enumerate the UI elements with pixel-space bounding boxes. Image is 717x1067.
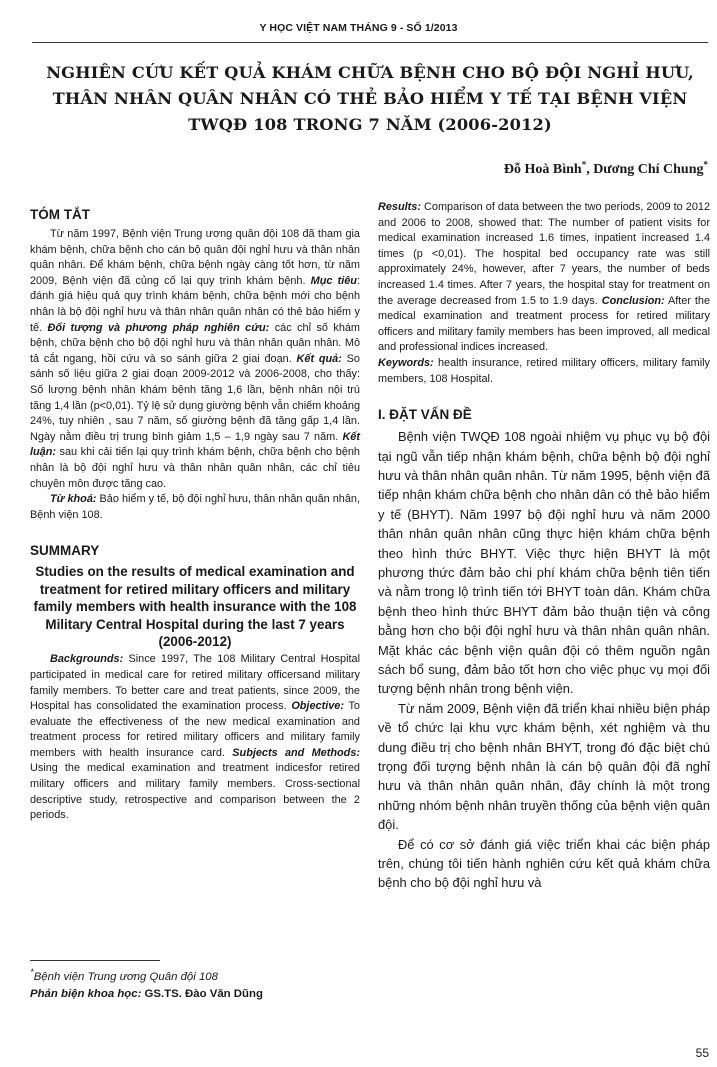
abstract-vn-intro: Từ năm 1997, Bệnh viện Trung ương quân đội 108 đã tham gia khám bệnh, chữa bệnh cho cán bộ quân đội nghỉ hưu và thân nhân quân nhân. Để khám bệnh, chữa bệnh ngày càng tốt hơn, từ năm 2009, Bệnh viện đã củng cố lại quy trình khám bệnh. [30, 228, 360, 287]
summary-text-part2 [378, 200, 710, 356]
kw-conclusion-vn: Kết luận: [30, 430, 360, 459]
author-separator: , [586, 162, 594, 177]
title-line-3: TWQĐ 108 TRONG 7 NĂM (2006-2012) [188, 115, 552, 134]
reviewer-label: Phản biện khoa học: [30, 987, 142, 1000]
footnote-divider [30, 960, 160, 961]
article-title [30, 60, 710, 138]
reviewer-name: GS.TS. Đào Văn Dũng [141, 987, 263, 1000]
author-1: Đỗ Hoà Bình [503, 162, 582, 177]
kw-keywords-en: Keywords: [378, 356, 434, 369]
section-1-paragraph-1: Bệnh viện TWQĐ 108 ngoài nhiệm vụ phục vụ bộ đội tại ngũ vẫn tiếp nhận khám bệnh, chữa bệnh bộ đội nghỉ hưu và thân nhân quân nhân. Từ năm 1995, bệnh viện đã tiếp nhận khám chữa bệnh cho nhân dân có thẻ bảo hiểm y tế (BHYT). Năm 1997 bộ đội nghỉ hưu và năm 2000 thân nhân quân nhân cũng thực hiện khám chữa bệnh theo hình thức BHYT. Việc thực hiện BHYT là một phương thức đảm bảo chi phí khám chữa bệnh tiên tiến và nằm trong lộ trình tiến tới BHYT toàn dân. Khám chữa bệnh theo hình thức BHYT đảm bảo thuận tiện và công bằng hơn cho bội đội nghỉ hưu và thân nhân quân nhân. Mặt khác các bệnh viện quân đội có thêm nguồn ngân sách bổ sung, đảm bảo tốt hơn cho việc phục vụ mọi đối tượng bệnh nhân trong bệnh viện. [378, 429, 710, 697]
kw-keywords-vn: Từ khoá: [50, 493, 97, 506]
left-column [30, 200, 360, 824]
abstract-vn-results: So sánh số liệu giữa 2 giai đoạn 2009-2012 và 2006-2008, cho thấy: Số lượng bệnh nhân khám bệnh tăng 1,6 lần, bệnh nhân nội trú tăng 1,4 lần (p<0,01). Tỷ lệ sử dụng giường bệnh vẫn chiếm khoảng 24%, tuy nhiên , sau 7 năm, số giường bệnh đã tăng gấp 1,4 lần. Ngày nằm điều trị trung bình giảm 1,5 – 1,9 ngày sau 7 năm. [30, 352, 360, 443]
footnote-reviewer [30, 986, 360, 1003]
authors [503, 159, 708, 178]
abstract-vn-text [30, 227, 360, 492]
summary-background: Since 1997, The 108 Military Central Hospital participated in medical care for retired military officersand military family members. To better care and treat patients, since 2009, the Hospital has consolidated the examination process. [30, 653, 360, 713]
kw-conclusion-en: Conclusion: [601, 294, 665, 307]
abstract-vn-objective: : đánh giá hiệu quả quy trình khám bệnh, chữa bệnh mới cho bệnh nhân là bộ đội nghỉ hưu và thân nhân quân nhân có thẻ bảo hiểm y tế. [30, 274, 360, 334]
abstract-vn-conclusion: sau khi cải tiến lại quy trình khám bệnh, chữa bệnh cho bệnh nhân là bộ đội nghỉ hưu và thân nhân quân nhân, các chỉ tiêu chuyên môn được tăng cao. [30, 446, 360, 490]
section-1-paragraph-3: Để có cơ sở đánh giá việc triển khai các biện pháp trên, chúng tôi tiến hành nghiên cứu kết quả khám chữa bệnh cho bộ đội nghỉ hưu và [378, 836, 710, 891]
summary-keywords [378, 356, 710, 387]
abstract-vn-heading: TÓM TẮT [30, 207, 90, 222]
author-2-mark: * [703, 159, 708, 170]
abstract-vn-methods: các chỉ số khám bệnh, chữa bệnh cho bộ đội nghỉ hưu và thân nhân quân nhân. Mô tả cắt ngang, hồi cứu và so sánh giữa 2 giai đoạn. [30, 321, 361, 365]
keywords-en-text: health insurance, retired military officers, military family members, 108 Hospital. [378, 356, 710, 385]
summary-text-part1 [30, 652, 360, 824]
kw-methods-vn: Đối tượng và phương pháp nghiên cứu: [47, 321, 270, 334]
footnote-mark: * [30, 967, 34, 978]
title-line-2: THÂN NHÂN QUÂN NHÂN CÓ THẺ BẢO HIỂM Y TẾ TẠI BỆNH VIỆN [52, 89, 688, 108]
abstract-vn-keywords [30, 492, 360, 523]
kw-results-vn: Kết quả: [296, 352, 342, 365]
footnote-affiliation-text: Bệnh viện Trung ương Quân đội 108 [33, 970, 218, 983]
kw-objective-en: Objective: [291, 700, 344, 713]
section-1-paragraph-2: Từ năm 2009, Bệnh viện đã triển khai nhiều biện pháp về tổ chức lại khu vực khám bệnh, xét nghiệm và thu dung điều trị cho bệnh nhân BHYT, trong đó đặc biệt chú trọng đối tượng bệnh nhân là cán bộ quân đội đã nghỉ hưu và thân nhân quân nhân, đây chính là một trong những nhóm bệnh nhân truyền thống của bệnh viện quân đội. [378, 700, 710, 833]
summary-title: Studies on the results of medical examination and treatment for retired military officers and military family members with health insurance with the 108 Military Central Hospital during the last 7 years (2006-2012) [33, 564, 357, 649]
right-column [378, 200, 710, 893]
summary-results: Comparison of data between the two periods, 2009 to 2012 and 2006 to 2008, showed that: The number of patient visits for medical examination increased 1.6 times, inpatient increased 1.4 times (p <0,01). The hospital bed occupancy rate was still approximately 24%, however, after 7 years, the number of beds increased 1.4 times. After 7 years, the hospital stay for treatment on the average decreased from 1.5 to 1.9 days. [378, 201, 710, 307]
footnote [30, 964, 360, 1003]
author-2: Dương Chí Chung [593, 162, 704, 177]
section-1-heading: I. ĐẶT VẤN ĐỀ [378, 407, 472, 423]
keywords-vn-text: Bảo hiểm y tế, bộ đội nghỉ hưu, thân nhân quân nhân, Bệnh viện 108. [30, 493, 361, 521]
summary-methods: Using the medical examination and treatment indicesfor retired military officers and military family members. Cross-sectional descriptive study, retrospective and comparison between the 2 periods. [30, 762, 360, 822]
journal-header: Y HỌC VIỆT NAM THÁNG 9 - SỐ 1/2013 [259, 22, 458, 34]
kw-background-en: Backgrounds: [50, 653, 124, 666]
footnote-affiliation [30, 964, 360, 986]
kw-results-en: Results: [378, 201, 421, 213]
summary-objective: To evaluate the effectiveness of the new medical examination and treatment process for retired military officers and military family members with health insurance card. [30, 700, 360, 759]
title-line-1: NGHIÊN CỨU KẾT QUẢ KHÁM CHỮA BỆNH CHO BỘ ĐỘI NGHỈ HƯU, [46, 63, 694, 82]
header-divider [32, 42, 708, 43]
author-1-mark: * [581, 159, 587, 170]
kw-objective-vn: Mục tiêu [310, 274, 357, 287]
summary-heading: SUMMARY [30, 543, 100, 559]
kw-methods-en: Subjects and Methods: [232, 746, 360, 759]
page-number: 55 [695, 1046, 709, 1060]
summary-conclusion: After the medical examination and treatment process for retired military officers and military family members has been improved, all medical and professional indices increased. [378, 294, 710, 354]
section-1-body [378, 427, 710, 893]
